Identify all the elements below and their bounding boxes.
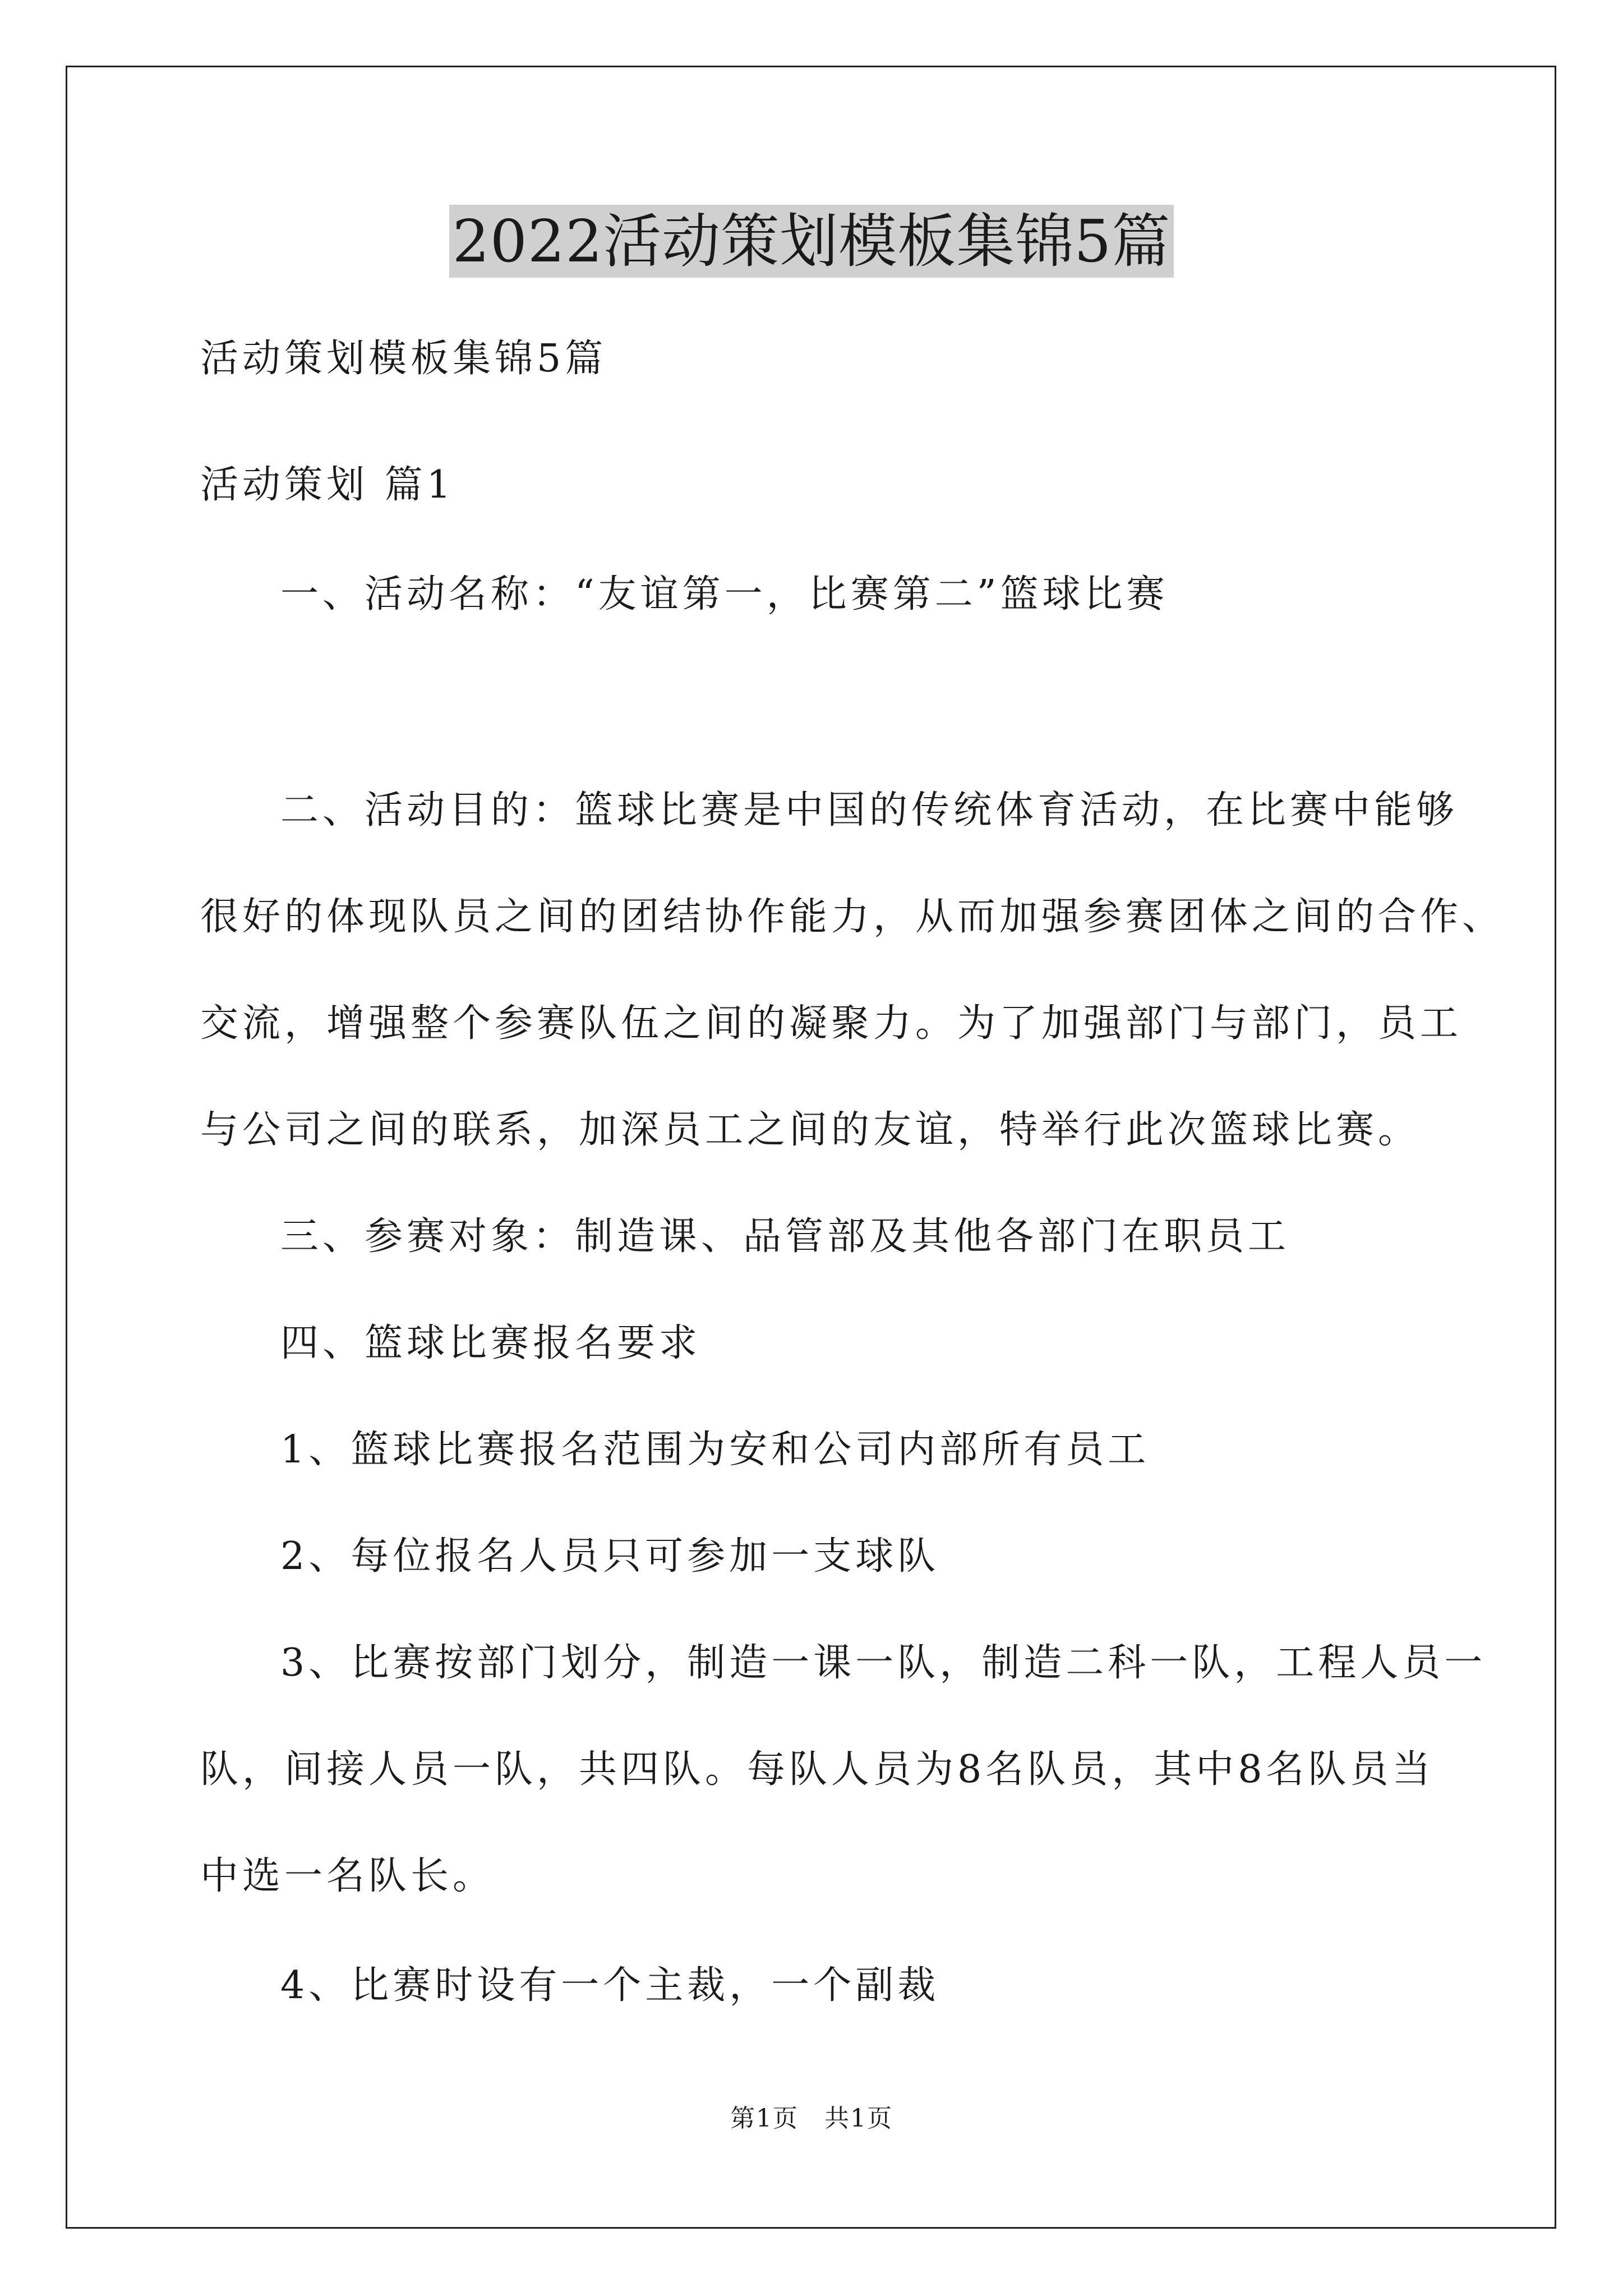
list-item: 2、每位报名人员只可参加一支球队 bbox=[280, 1534, 940, 1579]
section-heading: 活动策划 篇1 bbox=[200, 463, 455, 507]
document-subtitle: 活动策划模板集锦5篇 bbox=[200, 337, 607, 381]
paragraph-line: 二、活动目的：篮球比赛是中国的传统体育活动，在比赛中能够 bbox=[280, 788, 1459, 832]
paragraph-line: 一、活动名称：“友谊第一，比赛第二”篮球比赛 bbox=[280, 572, 1169, 616]
list-item: 3、比赛按部门划分，制造一课一队，制造二科一队，工程人员一 bbox=[280, 1641, 1487, 1685]
list-item: 队，间接人员一队，共四队。每队人员为8名队员，其中8名队员当 bbox=[200, 1747, 1435, 1792]
paragraph-line: 交流，增强整个参赛队伍之间的凝聚力。为了加强部门与部门，员工 bbox=[200, 1001, 1463, 1046]
document-title bbox=[0, 205, 1623, 278]
paragraph-line: 四、篮球比赛报名要求 bbox=[280, 1321, 702, 1365]
paragraph-line: 三、参赛对象：制造课、品管部及其他各部门在职员工 bbox=[280, 1214, 1290, 1259]
paragraph-line: 很好的体现队员之间的团结协作能力，从而加强参赛团体之间的合作、 bbox=[200, 895, 1505, 939]
page-footer: 第1页 共1页 bbox=[730, 2104, 893, 2133]
document-title-text: 2022活动策划模板集锦5篇 bbox=[449, 205, 1174, 278]
paragraph-line: 与公司之间的联系，加深员工之间的友谊，特举行此次篮球比赛。 bbox=[200, 1108, 1421, 1152]
list-item: 4、比赛时设有一个主裁，一个副裁 bbox=[280, 1963, 940, 2008]
list-item: 中选一名队长。 bbox=[200, 1854, 495, 1898]
list-item: 1、篮球比赛报名范围为安和公司内部所有员工 bbox=[280, 1428, 1150, 1472]
